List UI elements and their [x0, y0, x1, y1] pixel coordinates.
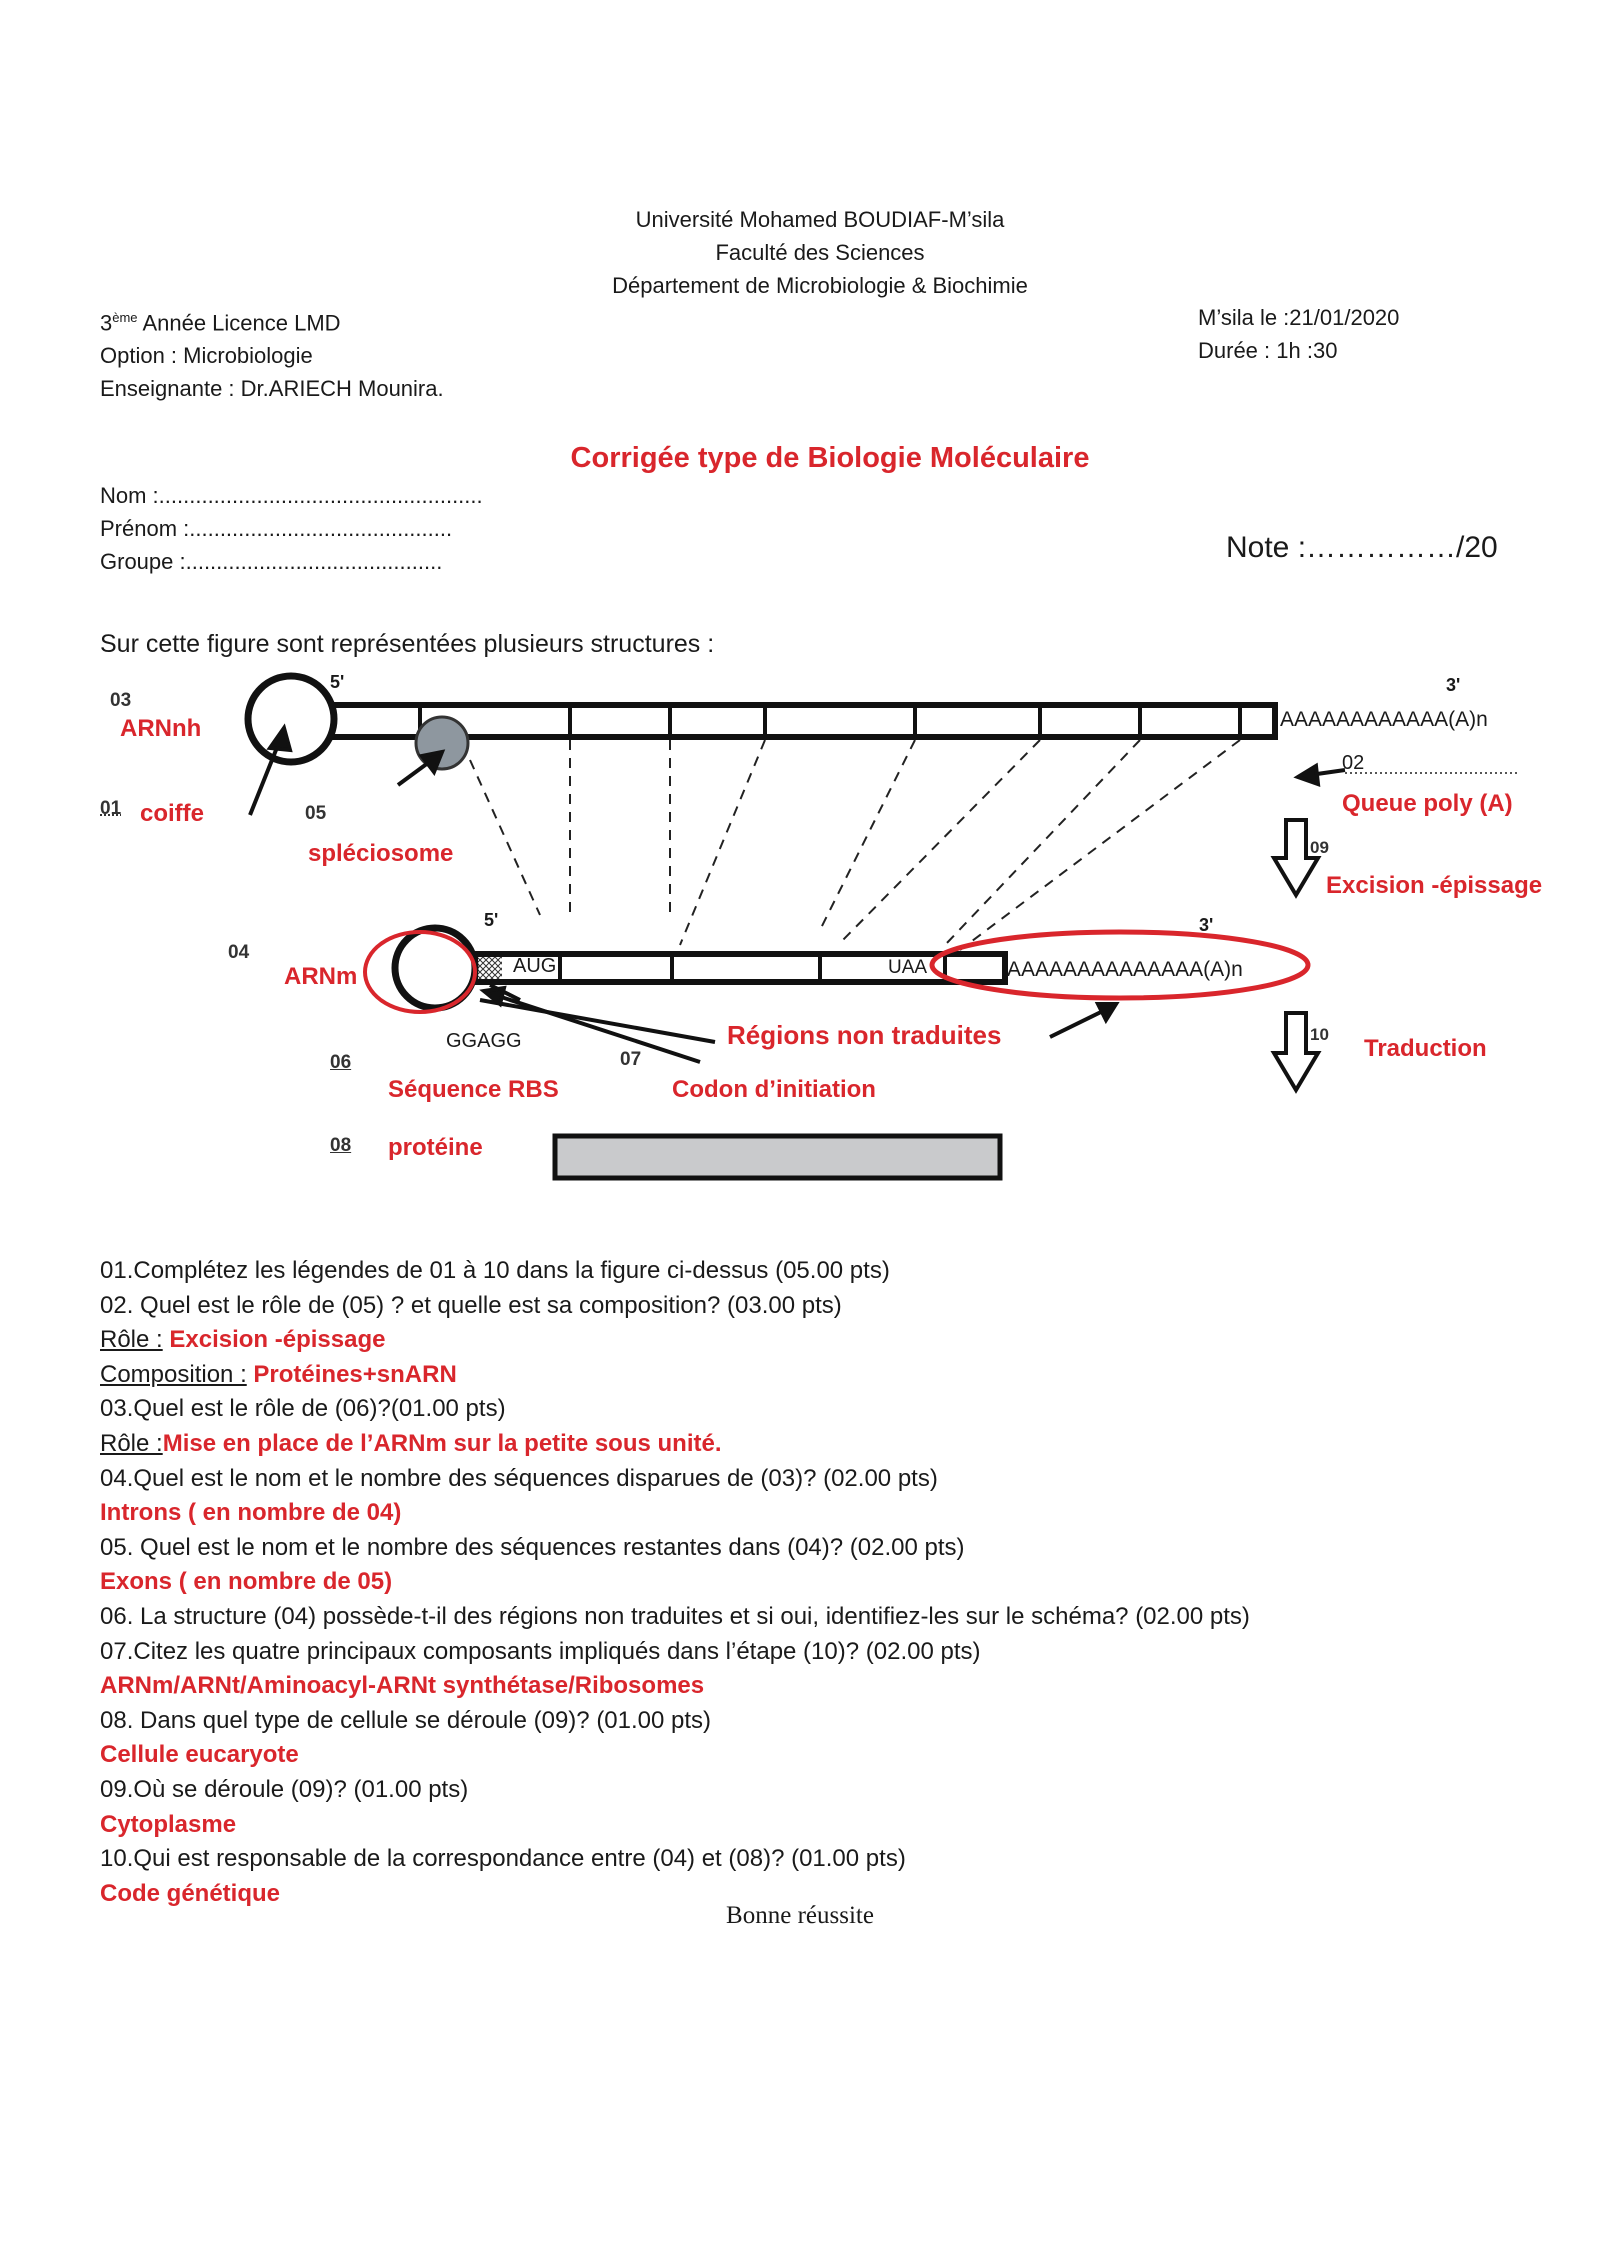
label-5prime-top: 5': [330, 672, 345, 692]
label-queue-polya: Queue poly (A): [1342, 790, 1513, 817]
firstname-field: Prénom :...........................................: [100, 516, 453, 541]
splicing-dashed-lines: [470, 740, 1240, 950]
label-regions-non-traduites: Régions non traduites: [727, 1020, 1002, 1050]
label-traduction: Traduction: [1364, 1035, 1487, 1062]
label-3prime-top: 3': [1446, 675, 1461, 695]
question-5: 05. Quel est le nom et le nombre des séquences restantes dans (04)? (02.00 pts): [100, 1533, 965, 1561]
grade-field: Note :……………/20: [1226, 531, 1498, 564]
label-09: 09: [1310, 838, 1329, 857]
figure-intro: Sur cette figure sont représentées plusieurs structures :: [100, 630, 715, 658]
name-field: Nom :.....................................................: [100, 483, 483, 508]
question-1: 01.Complétez les légendes de 01 à 10 dans la figure ci-dessus (05.00 pts): [100, 1257, 890, 1284]
answer-2-composition: [100, 1358, 1250, 1393]
answer-9: Cytoplasme: [100, 1810, 237, 1838]
question-10: 10.Qui est responsable de la correspondance entre (04) et (08)? (01.00 pts): [100, 1845, 906, 1873]
label-10: 10: [1310, 1025, 1329, 1044]
label-coiffe: coiffe: [140, 800, 205, 827]
answer-10: Code génétique: [100, 1879, 281, 1907]
year-text: Année Licence LMD: [137, 310, 341, 336]
footer-wish: Bonne réussite: [726, 1902, 874, 1929]
question-9: 09.Où se déroule (09)? (01.00 pts): [100, 1775, 469, 1803]
label-spliceosome: spléciosome: [308, 840, 454, 867]
label-3prime-bottom: 3': [1199, 915, 1214, 935]
label-04: 04: [228, 942, 250, 963]
answer-3: [100, 1427, 1250, 1462]
question-7: 07.Citez les quatre principaux composants impliqués dans l’étape (10)? (02.00 pts): [100, 1637, 981, 1665]
answer-8: Cellule eucaryote: [100, 1741, 299, 1769]
role-label: Rôle :: [100, 1326, 163, 1354]
label-01: 01: [100, 798, 122, 819]
label-aug: AUG: [513, 955, 557, 977]
role-answer: Excision -épissage: [162, 1326, 386, 1354]
label-07: 07: [620, 1049, 642, 1070]
label-02: 02: [1342, 752, 1365, 774]
composition-answer: Protéines+snARN: [246, 1360, 457, 1388]
pre-mrna-strip: [325, 705, 1275, 737]
label-arnnh: ARNnh: [120, 715, 202, 742]
label-08: 08: [330, 1135, 352, 1156]
year-superscript: ème: [112, 310, 138, 325]
question-3: 03.Quel est le rôle de (06)?(01.00 pts): [100, 1395, 506, 1423]
answer-5: Exons ( en nombre de 05): [100, 1568, 393, 1596]
composition-label: Composition :: [100, 1360, 247, 1388]
label-rbs: Séquence RBS: [388, 1076, 559, 1103]
year-number: 3: [100, 310, 113, 336]
protein-bar: [555, 1136, 1000, 1178]
department-name: Département de Microbiologie & Biochimie: [612, 273, 1028, 298]
label-excision: Excision -épissage: [1326, 872, 1543, 899]
label-ggagg: GGAGG: [446, 1030, 522, 1052]
question-4: 04.Quel est le nom et le nombre des séquences disparues de (03)? (02.00 pts): [100, 1464, 938, 1492]
page-title: Corrigée type de Biologie Moléculaire: [570, 442, 1090, 474]
label-05: 05: [305, 803, 327, 824]
label-uaa: UAA: [888, 957, 928, 978]
label-polya-bottom: AAAAAAAAAAAAAA(A)n: [1007, 958, 1243, 981]
answer-4: Introns ( en nombre de 04): [100, 1499, 402, 1527]
university-name: Université Mohamed BOUDIAF-M’sila: [635, 207, 1005, 232]
label-polya-top: AAAAAAAAAAAA(A)n: [1280, 708, 1488, 731]
group-field: Groupe :..........................................: [100, 549, 443, 574]
faculty-name: Faculté des Sciences: [715, 240, 925, 265]
label-5prime-bottom: 5': [484, 910, 499, 930]
option-line: Option : Microbiologie: [100, 343, 313, 369]
question-2: 02. Quel est le rôle de (05) ? et quelle est sa composition? (03.00 pts): [100, 1291, 842, 1319]
answer-3-text: Mise en place de l’ARNm sur la petite sous unité.: [162, 1429, 722, 1457]
teacher-line: Enseignante : Dr.ARIECH Mounira.: [100, 376, 444, 402]
answer-7: ARNm/ARNt/Aminoacyl-ARNt synthétase/Ribosomes: [100, 1672, 705, 1700]
role-label-3: Rôle :: [100, 1429, 163, 1457]
question-8: 08. Dans quel type de cellule se déroule (09)? (01.00 pts): [100, 1706, 712, 1734]
label-codon: Codon d’initiation: [672, 1076, 876, 1103]
question-6: 06. La structure (04) possède-t-il des régions non traduites et si oui, identifiez-les sur le schéma? (02.00 pts): [100, 1602, 1250, 1630]
label-arnm: ARNm: [284, 963, 358, 990]
label-proteine: protéine: [388, 1134, 483, 1161]
label-03: 03: [110, 690, 132, 711]
label-06: 06: [330, 1052, 352, 1073]
answer-2-role: [100, 1323, 1250, 1358]
exam-date: M’sila le :21/01/2020: [1198, 305, 1400, 330]
exam-duration: Durée : 1h :30: [1198, 338, 1338, 363]
questions-section: [100, 1254, 1250, 1911]
